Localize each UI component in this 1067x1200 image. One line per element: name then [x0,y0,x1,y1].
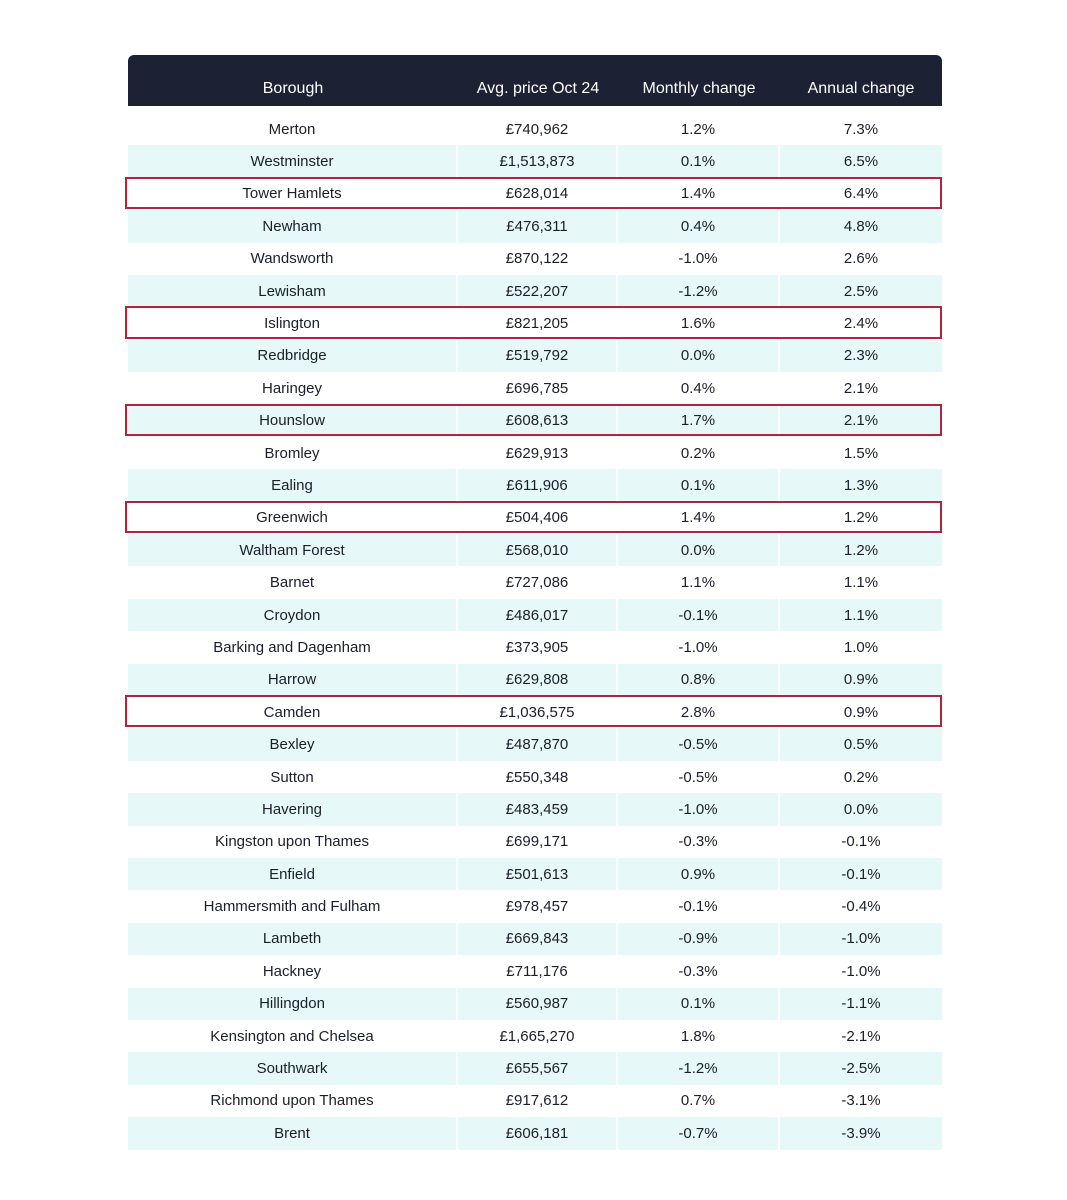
cell-avg-price: £655,567 [458,1052,618,1084]
cell-borough: Hackney [128,955,458,987]
table-row-highlighted[interactable] [128,696,942,728]
cell-borough: Barking and Dagenham [128,631,458,663]
cell-annual-change: 0.0% [780,793,942,825]
cell-borough: Hounslow [128,405,458,437]
cell-monthly-change: 2.8% [618,696,780,728]
cell-monthly-change: -0.5% [618,761,780,793]
table-row[interactable] [128,243,942,275]
cell-annual-change: -3.9% [780,1117,942,1149]
cell-monthly-change: 0.4% [618,210,780,242]
cell-borough: Camden [128,696,458,728]
cell-monthly-change: 0.2% [618,437,780,469]
cell-avg-price: £669,843 [458,923,618,955]
cell-borough: Lewisham [128,275,458,307]
cell-annual-change: 2.1% [780,405,942,437]
cell-borough: Islington [128,307,458,339]
cell-monthly-change: 0.1% [618,469,780,501]
cell-borough: Lambeth [128,923,458,955]
cell-avg-price: £608,613 [458,405,618,437]
cell-avg-price: £373,905 [458,631,618,663]
table-row-highlighted[interactable] [128,178,942,210]
table-row[interactable] [128,1020,942,1052]
cell-annual-change: 1.2% [843,509,879,527]
cell-avg-price: £568,010 [458,534,618,566]
table-row[interactable] [128,793,942,825]
cell-annual-change: 0.9% [843,703,879,721]
table-row[interactable] [128,1117,942,1149]
table-row[interactable] [128,340,942,372]
cell-avg-price: £629,808 [458,664,618,696]
cell-annual-change: -3.1% [841,1092,881,1110]
borough-price-table [128,55,942,1150]
cell-monthly-change: 0.1% [618,145,780,177]
cell-avg-price: £1,513,873 [458,145,618,177]
cell-annual-change: 1.3% [780,469,942,501]
table-row-highlighted[interactable] [128,307,942,339]
cell-borough: Kingston upon Thames [128,826,458,858]
cell-borough: Southwark [128,1052,458,1084]
cell-borough: Bexley [128,728,458,760]
cell-annual-change: 1.5% [843,444,879,462]
table-row[interactable] [128,534,942,566]
cell-borough: Newham [128,210,458,242]
cell-monthly-change: -0.1% [618,890,780,922]
cell-annual-change: 7.3% [843,120,879,138]
cell-borough: Croydon [128,599,458,631]
cell-annual-change: 1.1% [843,574,879,592]
cell-monthly-change: -0.5% [618,728,780,760]
table-row[interactable] [128,599,942,631]
cell-borough: Harrow [128,664,458,696]
table-row[interactable] [128,955,942,987]
cell-annual-change: 0.9% [780,664,942,696]
cell-annual-change: 4.8% [780,210,942,242]
cell-monthly-change: -0.7% [618,1117,780,1149]
table-row-highlighted[interactable] [128,405,942,437]
cell-avg-price: £550,348 [458,761,618,793]
cell-avg-price: £504,406 [458,502,618,534]
table-row[interactable] [128,664,942,696]
cell-avg-price: £699,171 [458,826,618,858]
cell-annual-change: 1.2% [780,534,942,566]
table-row[interactable] [128,890,942,922]
cell-monthly-change: 1.4% [618,178,780,210]
cell-avg-price: £870,122 [458,243,618,275]
header-avg-price[interactable]: Avg. price Oct 24 [476,80,600,97]
cell-monthly-change: 0.9% [618,858,780,890]
cell-monthly-change: -1.0% [618,631,780,663]
table-row[interactable] [128,728,942,760]
cell-monthly-change: 0.7% [618,1085,780,1117]
cell-annual-change: 6.5% [780,145,942,177]
cell-annual-change: 2.6% [843,250,879,268]
cell-annual-change: -2.1% [841,1027,881,1045]
header-monthly-change[interactable]: Monthly change [642,80,756,97]
cell-avg-price: £476,311 [458,210,618,242]
cell-monthly-change: -1.0% [618,793,780,825]
cell-monthly-change: 0.8% [618,664,780,696]
cell-annual-change: -1.1% [780,988,942,1020]
cell-annual-change: 0.2% [843,768,879,786]
cell-monthly-change: -1.0% [618,243,780,275]
cell-annual-change: 0.5% [780,728,942,760]
table-row[interactable] [128,372,942,404]
cell-monthly-change: 0.0% [618,534,780,566]
table-row[interactable] [128,1085,942,1117]
cell-annual-change: -0.1% [780,858,942,890]
cell-borough: Kensington and Chelsea [128,1020,458,1052]
cell-borough: Hammersmith and Fulham [128,890,458,922]
cell-monthly-change: -0.1% [618,599,780,631]
table-header [128,55,942,106]
cell-annual-change: 6.4% [843,185,879,203]
table-row[interactable] [128,437,942,469]
cell-avg-price: £629,913 [458,437,618,469]
table-row[interactable] [128,923,942,955]
cell-avg-price: £606,181 [458,1117,618,1149]
cell-monthly-change: 1.2% [618,113,780,145]
cell-monthly-change: -0.3% [618,955,780,987]
cell-monthly-change: -0.9% [618,923,780,955]
cell-avg-price: £1,036,575 [458,696,618,728]
table-row[interactable] [128,566,942,598]
cell-avg-price: £519,792 [458,340,618,372]
cell-borough: Ealing [128,469,458,501]
cell-avg-price: £487,870 [458,728,618,760]
cell-borough: Richmond upon Thames [128,1085,458,1117]
cell-avg-price: £486,017 [458,599,618,631]
cell-borough: Greenwich [128,502,458,534]
cell-avg-price: £483,459 [458,793,618,825]
cell-avg-price: £1,665,270 [458,1020,618,1052]
table-row[interactable] [128,826,942,858]
cell-avg-price: £711,176 [458,955,618,987]
cell-avg-price: £560,987 [458,988,618,1020]
cell-annual-change: -1.0% [780,923,942,955]
table-row[interactable] [128,275,942,307]
cell-annual-change: 2.1% [843,379,879,397]
table-row[interactable] [128,858,942,890]
cell-annual-change: 1.1% [780,599,942,631]
cell-avg-price: £696,785 [458,372,618,404]
cell-monthly-change: 1.7% [618,405,780,437]
cell-annual-change: -0.4% [841,898,881,916]
cell-monthly-change: 0.0% [618,340,780,372]
cell-monthly-change: -1.2% [618,275,780,307]
table-row-highlighted[interactable] [128,502,942,534]
cell-borough: Wandsworth [128,243,458,275]
cell-borough: Merton [128,113,458,145]
cell-annual-change: 2.4% [843,315,879,333]
cell-annual-change: 1.0% [843,638,879,656]
cell-borough: Westminster [128,145,458,177]
table-row[interactable] [128,145,942,177]
cell-avg-price: £727,086 [458,566,618,598]
cell-monthly-change: 1.4% [618,502,780,534]
cell-borough: Haringey [128,372,458,404]
header-borough[interactable]: Borough [262,80,324,97]
table-row[interactable] [128,988,942,1020]
table-body [128,113,942,1150]
cell-annual-change: 2.5% [780,275,942,307]
cell-monthly-change: 1.8% [618,1020,780,1052]
cell-borough: Barnet [128,566,458,598]
cell-borough: Waltham Forest [128,534,458,566]
cell-avg-price: £611,906 [458,469,618,501]
cell-monthly-change: -1.2% [618,1052,780,1084]
table-row[interactable] [128,761,942,793]
cell-borough: Enfield [128,858,458,890]
cell-avg-price: £978,457 [458,890,618,922]
cell-annual-change: -2.5% [780,1052,942,1084]
cell-borough: Bromley [128,437,458,469]
cell-monthly-change: 0.4% [618,372,780,404]
cell-annual-change: -0.1% [841,833,881,851]
cell-avg-price: £821,205 [458,307,618,339]
cell-borough: Hillingdon [128,988,458,1020]
cell-borough: Sutton [128,761,458,793]
cell-borough: Brent [128,1117,458,1149]
cell-avg-price: £522,207 [458,275,618,307]
cell-avg-price: £628,014 [458,178,618,210]
cell-monthly-change: 1.6% [618,307,780,339]
cell-avg-price: £917,612 [458,1085,618,1117]
table-row[interactable] [128,113,942,145]
cell-avg-price: £501,613 [458,858,618,890]
table-row[interactable] [128,469,942,501]
cell-monthly-change: -0.3% [618,826,780,858]
cell-avg-price: £740,962 [458,113,618,145]
cell-annual-change: 2.3% [780,340,942,372]
cell-annual-change: -1.0% [841,962,881,980]
header-annual-change[interactable]: Annual change [807,80,915,97]
table-row[interactable] [128,1052,942,1084]
cell-monthly-change: 1.1% [618,566,780,598]
cell-borough: Havering [128,793,458,825]
cell-borough: Redbridge [128,340,458,372]
cell-monthly-change: 0.1% [618,988,780,1020]
table-row[interactable] [128,210,942,242]
cell-borough: Tower Hamlets [128,178,458,210]
table-row[interactable] [128,631,942,663]
